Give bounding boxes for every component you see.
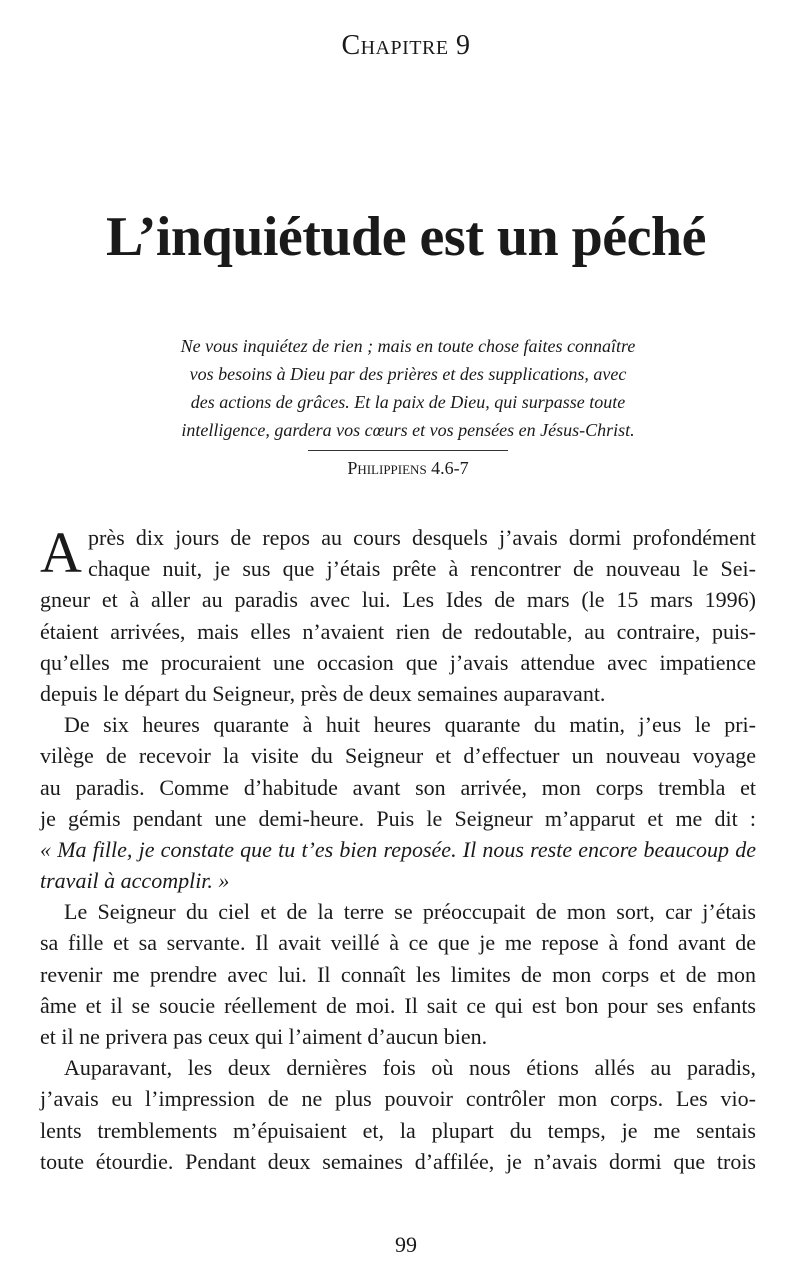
epigraph-line: intelligence, gardera vos cœurs et vos pensées en Jésus-Christ. bbox=[181, 420, 635, 440]
drop-cap: A bbox=[40, 520, 82, 585]
text-line: Le Seigneur du ciel et de la terre se préoccupait de mon sort, car j’étais bbox=[64, 899, 756, 925]
text-line: De six heures quarante à huit heures quarante du matin, j’eus le pri- bbox=[64, 712, 756, 738]
epigraph-reference: Philippiens 4.6-7 bbox=[347, 458, 469, 478]
chapter-title: L’inquiétude est un péché bbox=[106, 206, 706, 268]
text-line: étaient arrivées, mais elles n’avaient rien de redoutable, au contraire, puis- bbox=[40, 618, 756, 644]
text-line: toute étourdie. Pendant deux semaines d’affilée, je n’avais dormi que trois bbox=[40, 1148, 756, 1174]
chapter-label: Chapitre 9 bbox=[341, 30, 471, 61]
text-line: sa fille et sa servante. Il avait veillé à ce que je me repose à fond avant de bbox=[40, 930, 756, 956]
text-line: je gémis pendant une demi-heure. Puis le Seigneur m’apparut et me dit : bbox=[40, 805, 756, 831]
text-line: j’avais eu l’impression de ne plus pouvoir contrôler mon corps. Les vio- bbox=[40, 1086, 756, 1112]
epigraph-line: Ne vous inquiétez de rien ; mais en toute chose faites connaître bbox=[180, 336, 636, 356]
epigraph bbox=[128, 332, 688, 481]
text-line: gneur et à aller au paradis avec lui. Les Ides de mars (le 15 mars 1996) bbox=[40, 587, 756, 613]
text-line: qu’elles me procuraient une occasion que j’avais attendue avec impatience bbox=[40, 649, 756, 675]
text-line: âme et il se soucie réellement de moi. Il sait ce qui est bon pour ses enfants bbox=[40, 992, 756, 1018]
text-line: depuis le départ du Seigneur, près de deux semaines auparavant. bbox=[40, 680, 606, 706]
epigraph-line: vos besoins à Dieu par des prières et des supplications, avec bbox=[189, 364, 627, 384]
text-line: et il ne privera pas ceux qui l’aiment d’aucun bien. bbox=[40, 1024, 488, 1049]
text-line: près dix jours de repos au cours desquels j’avais dormi profondément bbox=[88, 525, 756, 550]
text-line: au paradis. Comme d’habitude avant son arrivée, mon corps trembla et bbox=[40, 774, 756, 800]
text-line: chaque nuit, je sus que j’étais prête à rencontrer de nouveau le Sei- bbox=[88, 556, 756, 582]
text-line: vilège de recevoir la visite du Seigneur et d’effectuer un nouveau voyage bbox=[40, 743, 756, 769]
page-number: 99 bbox=[395, 1232, 417, 1257]
body-text bbox=[40, 522, 756, 1177]
text-line: Auparavant, les deux dernières fois où nous étions allés au paradis, bbox=[64, 1055, 756, 1081]
text-line: « Ma fille, je constate que tu t’es bien reposée. Il nous reste encore beaucoup de bbox=[40, 836, 756, 862]
text-line: travail à accomplir. » bbox=[40, 868, 230, 894]
epigraph-line: des actions de grâces. Et la paix de Dieu, qui surpasse toute bbox=[190, 392, 626, 412]
text-line: lents tremblements m’épuisaient et, la plupart du temps, je me sentais bbox=[40, 1117, 756, 1143]
epigraph-divider bbox=[308, 450, 508, 451]
text-line: revenir me prendre avec lui. Il connaît les limites de mon corps et de mon bbox=[40, 961, 756, 987]
